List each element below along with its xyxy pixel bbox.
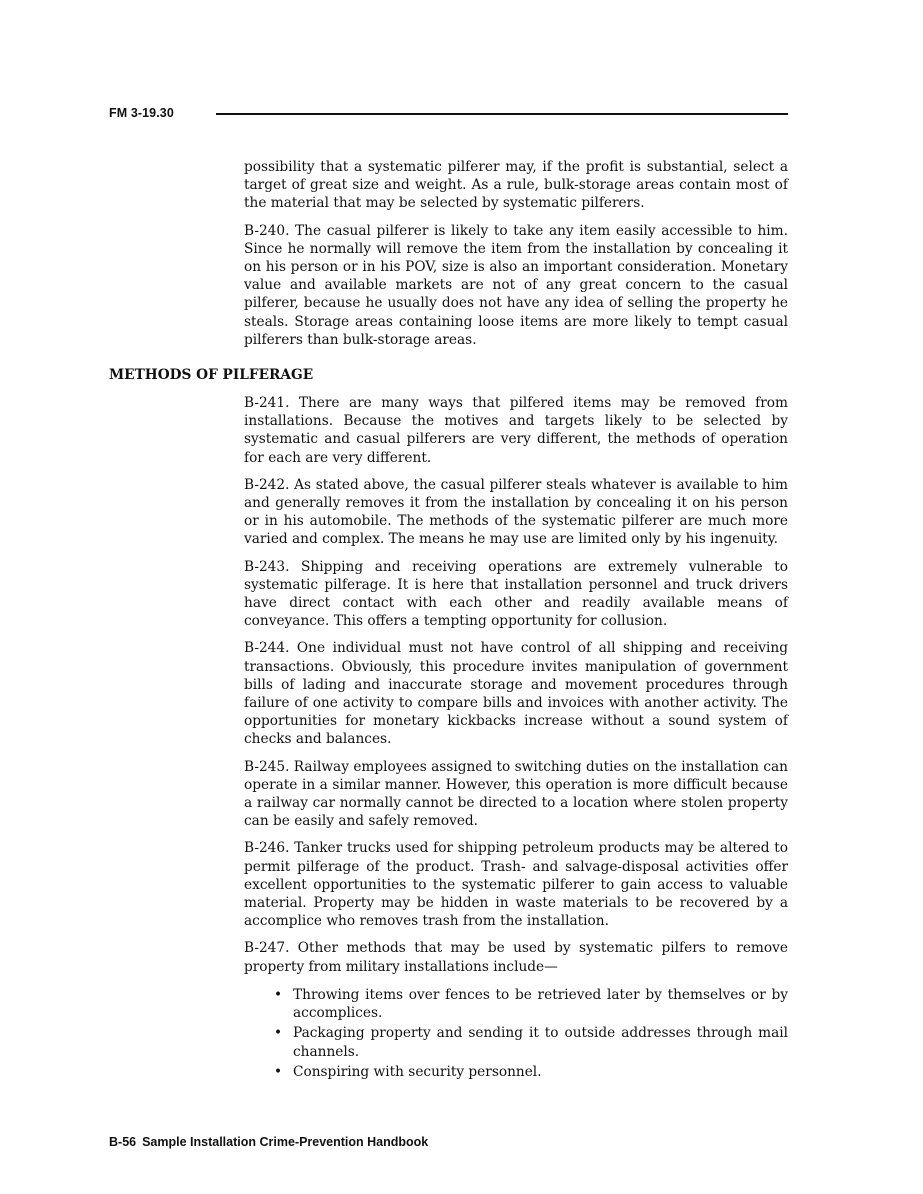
paragraph-b244: B-244. One individual must not have control of all shipping and receiving transactions. Obviously, this procedure invites manipulation of government bills of lading and inaccurate storage and movement procedures through failure of one activity to compare bills and invoices with another activity. The opportunities for monetary kickbacks increase without a sound system of checks and balances. — [244, 640, 788, 748]
paragraph-b247: B-247. Other methods that may be used by systematic pilfers to remove property from military installations include— — [244, 940, 788, 975]
page-footer — [109, 1135, 428, 1149]
paragraph-b242: B-242. As stated above, the casual pilferer steals whatever is available to him and generally removes it from the installation by concealing it on his person or in his automobile. The methods of the systematic pilferer are much more varied and complex. The means he may use are limited only by his ingenuity. — [244, 476, 788, 548]
paragraph-b240: B-240. The casual pilferer is likely to take any item easily accessible to him. Since he normally will remove the item from the installation by concealing it on his person or in his POV, size is also an important consideration. Monetary value and available markets are not of any great concern to the casual pilferer, because he usually does not have any idea of selling the property he steals. Storage areas containing loose items are more likely to tempt casual pilferers than bulk-storage areas. — [244, 222, 788, 348]
section-body — [244, 394, 788, 1083]
header-rule — [216, 113, 788, 115]
paragraph-b246: B-246. Tanker trucks used for shipping petroleum products may be altered to permit pilferage of the product. Trash- and salvage-disposal activities offer excellent opportunities to the systematic pilferer to gain access to valuable material. Property may be hidden in waste materials to be recovered by a accomplice who removes trash from the installation. — [244, 840, 788, 930]
list-item — [274, 1024, 788, 1060]
list-item — [274, 1063, 788, 1081]
bullet-icon: • — [274, 1025, 283, 1042]
footer-title: Sample Installation Crime-Prevention Handbook — [142, 1135, 429, 1149]
header-doc-id: FM 3-19.30 — [109, 106, 174, 120]
top-body-text — [244, 158, 788, 358]
page-number: B-56 — [109, 1135, 137, 1149]
bullet-text: Conspiring with security personnel. — [293, 1063, 542, 1080]
bullet-text: Throwing items over fences to be retrieved later by themselves or by accomplices. — [293, 986, 788, 1022]
paragraph-b245: B-245. Railway employees assigned to switching duties on the installation can operate in a similar manner. However, this operation is more difficult because a railway car normally cannot be directed to a location where stolen property can be easily and safely removed. — [244, 758, 788, 830]
methods-bullet-list — [244, 986, 788, 1081]
paragraph-b243: B-243. Shipping and receiving operations are extremely vulnerable to systematic pilferage. It is here that installation personnel and truck drivers have direct contact with each other and readily available means of conveyance. This offers a tempting opportunity for collusion. — [244, 558, 788, 630]
section-heading: METHODS OF PILFERAGE — [109, 367, 314, 383]
paragraph-b241: B-241. There are many ways that pilfered items may be removed from installations. Because the motives and targets likely to be selected by systematic and casual pilferers are very different, the methods of operation for each are very different. — [244, 395, 788, 466]
bullet-icon: • — [274, 1063, 283, 1080]
bullet-text: Packaging property and sending it to outside addresses through mail channels. — [293, 1025, 788, 1060]
bullet-icon: • — [274, 986, 283, 1003]
list-item — [274, 986, 788, 1022]
continuation-paragraph: possibility that a systematic pilferer may, if the profit is substantial, select a target of great size and weight. As a rule, bulk-storage areas contain most of the material that may be selected by systematic pilferers. — [244, 159, 788, 212]
